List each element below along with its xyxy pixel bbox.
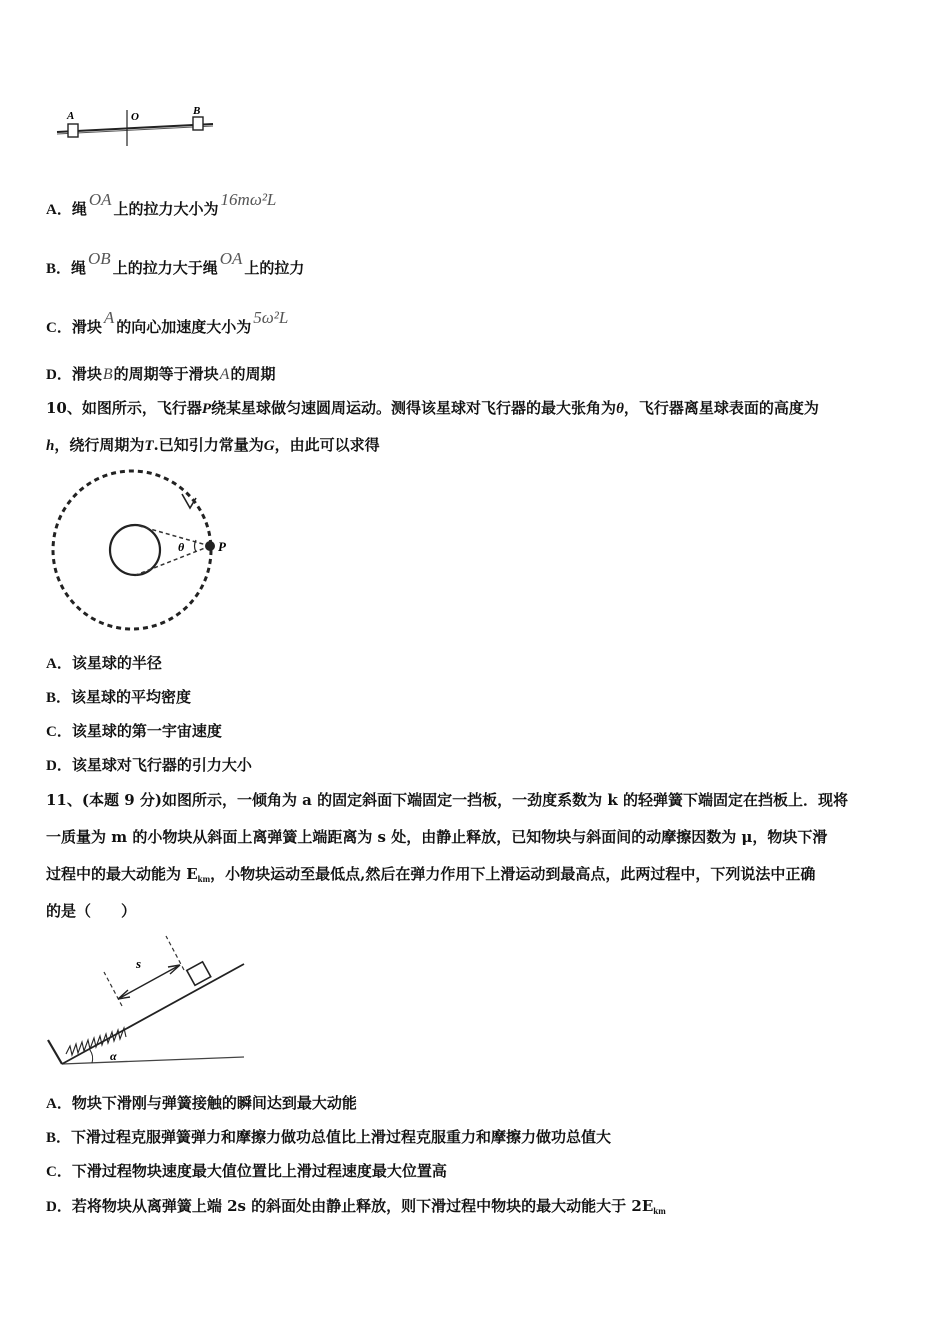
rod-label-a: A	[67, 110, 75, 122]
q10-option-c: C．该星球的第一宇宙速度	[46, 722, 222, 740]
orbit-figure	[50, 468, 240, 634]
q9-option-c: C．滑块 A 的向心加速度大小为 5ω²L	[46, 308, 289, 336]
q9-option-b: B．绳 OB 上的拉力大于绳 OA 上的拉力	[46, 249, 305, 277]
q10-option-d: D．该星球对飞行器的引力大小	[46, 756, 252, 774]
q9-option-a: A．绳 OA 上的拉力大小为 16mω²L	[46, 190, 277, 218]
rod-label-b: B	[193, 105, 201, 117]
q11-option-b: B．下滑过程克服弹簧弹力和摩擦力做功总值比上滑过程克服重力和摩擦力做功总值大	[46, 1128, 612, 1146]
orbit-label-p: P	[218, 539, 226, 554]
q11-stem-line4: 的是（ ）	[46, 902, 137, 920]
planet	[110, 525, 160, 575]
orbit-path	[53, 471, 211, 629]
q11-option-d: D．若将物块从离弹簧上端 2s 的斜面处由静止释放，则下滑过程中物块的最大动能大于 $2E_{km}$	[46, 1197, 666, 1216]
spring	[66, 1028, 126, 1055]
distance-arrow	[118, 965, 180, 999]
q11-option-c: C．下滑过程物块速度最大值位置比上滑过程速度最大位置高	[46, 1162, 447, 1180]
block	[187, 962, 211, 986]
q9-option-d: D．滑块B的周期等于滑块A的周期	[46, 365, 276, 383]
slider-a	[68, 124, 78, 137]
q10-option-b: B．该星球的平均密度	[46, 688, 192, 706]
q10-stem-line1: 10、如图所示，飞行器P绕某星球做匀速圆周运动。测得该星球对飞行器的最大张角为θ，飞行器离星球表面的高度为	[46, 399, 819, 417]
incline-figure	[44, 932, 249, 1072]
slider-b	[193, 117, 203, 130]
q10-option-a: A．该星球的半径	[46, 654, 162, 672]
q11-stem-line3: 过程中的最大动能为 $E_{km}$，小物块运动至最低点,然后在弹力作用下上滑运动到最高点，此两过程中，下列说法中正确	[46, 865, 816, 884]
q11-stem-line2: 一质量为 m 的小物块从斜面上离弹簧上端距离为 s 处，由静止释放，已知物块与斜面间的动摩擦因数为 μ，物块下滑	[46, 828, 828, 846]
rod-label-o: O	[131, 111, 139, 123]
incline-label-alpha: α	[110, 1049, 117, 1063]
incline-label-s: s	[136, 956, 142, 971]
spacecraft-p	[205, 541, 215, 551]
q10-stem-line2: h，绕行周期为T.已知引力常量为G，由此可以求得	[46, 436, 380, 454]
orbit-label-theta: θ	[178, 540, 185, 554]
q11-stem-line1: 11、(本题 9 分)如图所示，一倾角为 a 的固定斜面下端固定一挡板，一劲度系数为 k 的轻弹簧下端固定在挡板上．现将	[46, 791, 848, 809]
rod-figure	[55, 104, 225, 152]
q11-option-a: A．物块下滑刚与弹簧接触的瞬间达到最大动能	[46, 1094, 357, 1112]
